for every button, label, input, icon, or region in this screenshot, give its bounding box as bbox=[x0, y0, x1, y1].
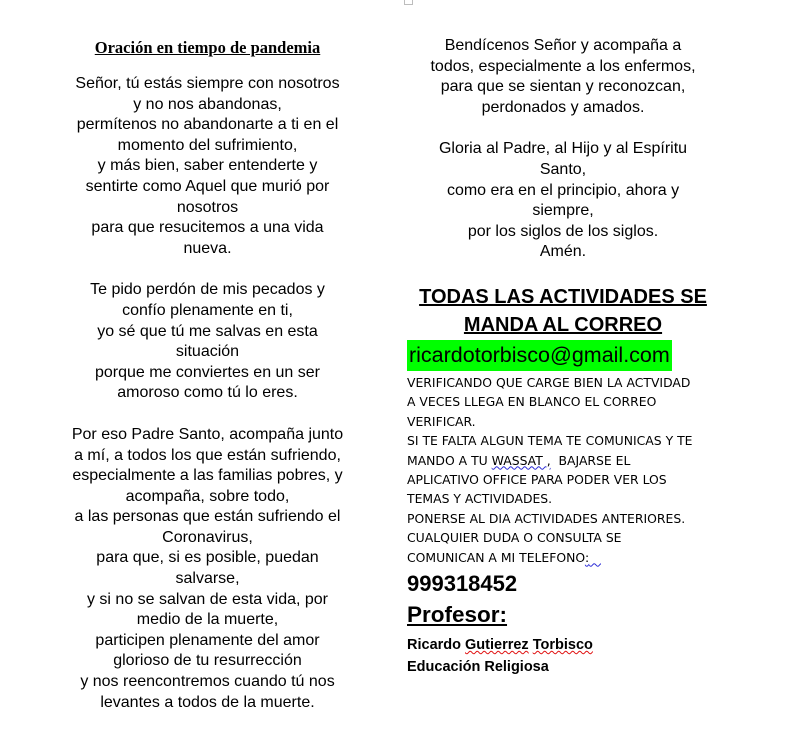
prayer-column bbox=[40, 38, 375, 713]
text-line: siempre, bbox=[532, 202, 594, 220]
text-line: todos, especialmente a los enfermos, bbox=[430, 57, 696, 75]
text-line: y no nos abandonas, bbox=[133, 95, 282, 113]
text-line: y más bien, saber entenderte y bbox=[97, 157, 318, 175]
text-line: por los siglos de los siglos. bbox=[467, 222, 659, 240]
instruction-line: VERIFICANDO QUE CARGE BIEN LA ACTVIDAD bbox=[407, 374, 691, 390]
instructions-block bbox=[407, 373, 719, 567]
signature-block bbox=[407, 634, 719, 678]
prayer-paragraph-2 bbox=[40, 280, 375, 404]
subject-name: Educación Religiosa bbox=[407, 659, 549, 675]
instruction-line: APLICATIVO OFFICE PARA PODER VER LOS bbox=[407, 471, 667, 487]
prayer-paragraph-1 bbox=[40, 74, 375, 259]
text-line: para que se sientan y reconozcan, bbox=[440, 78, 686, 96]
text-line: levantes a todos de la muerte. bbox=[100, 693, 315, 711]
text-line: para que resucitemos a una vida bbox=[91, 219, 324, 237]
instruction-line: VERIFICAR. bbox=[407, 413, 476, 429]
text-line: momento del sufrimiento, bbox=[117, 136, 298, 154]
text-line: como era en el principio, ahora y bbox=[446, 181, 680, 199]
text-line: amoroso como tú lo eres. bbox=[117, 384, 298, 402]
instruction-line: COMUNICAN A MI TELEFONO: bbox=[407, 549, 590, 565]
blessing-paragraph bbox=[407, 36, 719, 118]
text-line: acompaña, sobre todo, bbox=[125, 487, 290, 505]
text-line: medio de la muerte, bbox=[136, 611, 279, 629]
text-line: Amén. bbox=[539, 243, 587, 261]
headline-line: TODAS LAS ACTIVIDADES SE bbox=[419, 285, 707, 308]
phone-number: 999318452 bbox=[407, 571, 518, 596]
text-line: confío plenamente en ti, bbox=[122, 301, 293, 319]
text-line: permítenos no abandonarte a ti en el bbox=[76, 116, 339, 134]
text-line: Santo, bbox=[539, 160, 587, 178]
text-line: glorioso de tu resurrección bbox=[113, 652, 302, 670]
teacher-name: Ricardo Gutierrez Torbisco bbox=[407, 637, 593, 653]
prayer-title: Oración en tiempo de pandemia bbox=[94, 38, 321, 57]
grammar-mark: : bbox=[584, 549, 590, 565]
instruction-line: CUALQUIER DUDA O CONSULTA SE bbox=[407, 530, 622, 546]
text-line: participen plenamente del amor bbox=[95, 631, 320, 649]
text-line: porque me conviertes en un ser bbox=[94, 363, 320, 381]
text-line: perdonados y amados. bbox=[481, 98, 645, 116]
text-line: Coronavirus, bbox=[162, 528, 253, 546]
prayer-paragraph-3 bbox=[40, 425, 375, 713]
text-line: a mí, a todos los que están sufriendo, bbox=[74, 446, 341, 464]
text-line: Te pido perdón de mis pecados y bbox=[90, 281, 325, 299]
gloria-paragraph bbox=[407, 139, 719, 263]
professor-label: Profesor: bbox=[407, 602, 508, 627]
right-column bbox=[407, 36, 719, 678]
text-line: nosotros bbox=[176, 198, 239, 216]
text-line: yo sé que tú me salvas en esta bbox=[97, 322, 318, 340]
text-line: a las personas que están sufriendo el bbox=[74, 508, 341, 526]
text-line: y nos reencontremos cuando tú nos bbox=[80, 673, 335, 691]
instruction-line: SI TE FALTA ALGUN TEMA TE COMUNICAS Y TE bbox=[407, 433, 693, 449]
text-line: Por eso Padre Santo, acompaña junto bbox=[71, 425, 344, 443]
text-line: nueva. bbox=[183, 239, 232, 257]
text-line: especialmente a las familias pobres, y bbox=[72, 467, 343, 485]
page-boundary-mark bbox=[404, 0, 413, 5]
text-line: y si no se salvan de esta vida, por bbox=[86, 590, 329, 608]
headline-line: MANDA AL CORREO bbox=[463, 313, 663, 336]
text-line: situación bbox=[175, 343, 240, 361]
text-line: sentirte como Aquel que murió por bbox=[85, 177, 330, 195]
text-line: salvarse, bbox=[175, 570, 240, 588]
text-line: Bendícenos Señor y acompaña a bbox=[444, 37, 682, 54]
activities-headline bbox=[407, 283, 719, 339]
email-address: ricardotorbisco@gmail.com bbox=[407, 340, 672, 371]
text-line: Gloria al Padre, al Hijo y al Espíritu bbox=[438, 140, 688, 158]
instruction-line: A VECES LLEGA EN BLANCO EL CORREO bbox=[407, 394, 657, 410]
text-line: Señor, tú estás siempre con nosotros bbox=[75, 75, 340, 92]
instruction-line: MANDO A TU WASSAT , BAJARSE EL bbox=[407, 452, 631, 468]
text-line: para que, si es posible, puedan bbox=[96, 549, 319, 567]
misspelled-word: WASSAT , bbox=[491, 452, 551, 468]
instruction-line: PONERSE AL DIA ACTIVIDADES ANTERIORES. bbox=[407, 510, 686, 526]
instruction-line: TEMAS Y ACTIVIDADES. bbox=[407, 491, 553, 507]
